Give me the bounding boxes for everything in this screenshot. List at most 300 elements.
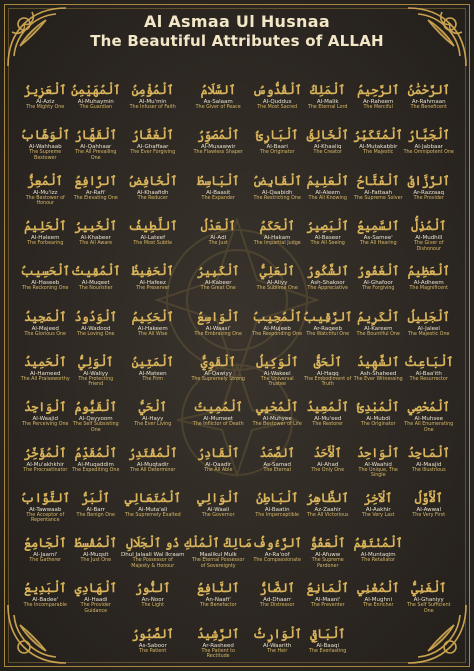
meaning: The Flawless Shaper: [193, 150, 243, 156]
arabic-name: ٱلْمَجِيدُ: [24, 309, 67, 324]
transliteration: As-Samad: [263, 461, 292, 468]
arabic-name: ٱلْبَاسِطُ: [197, 173, 240, 188]
name-cell: [353, 578, 404, 623]
name-cell: [71, 578, 122, 623]
meaning: The Most Sacred: [257, 105, 298, 110]
name-cell: [71, 171, 122, 216]
meaning: The Sublime One: [256, 286, 298, 292]
transliteration: Al-Mutakabbir: [359, 144, 398, 151]
meaning: The Responding One: [252, 331, 303, 337]
names-grid: [20, 80, 454, 660]
arabic-name: ٱلْحَكِيمُ: [131, 309, 174, 324]
arabic-name: ٱلْغَفَّارُ: [131, 128, 174, 143]
transliteration: Al-Qayyoom: [78, 416, 113, 423]
arabic-name: ٱلْوَالِي: [197, 490, 240, 505]
name-cell: [403, 216, 454, 261]
arabic-name: ٱلتَّوَّابُ: [20, 490, 70, 505]
arabic-name: ٱلرَّشِيدُ: [197, 626, 240, 641]
meaning: The Magnificent: [409, 286, 448, 292]
transliteration: Al-Mudhill: [415, 234, 443, 241]
transliteration: Al-Ahad: [317, 461, 339, 468]
arabic-name: ٱلنُّورُ: [135, 581, 171, 596]
name-cell: [184, 171, 251, 216]
transliteration: Al-Waahid: [364, 461, 392, 468]
transliteration: Al-Kabeer: [204, 280, 232, 287]
arabic-name: ٱلْخَالِقُ: [306, 128, 349, 143]
name-cell: [71, 352, 122, 397]
arabic-name: ٱلْعَفُوُّ: [310, 536, 346, 551]
arabic-name: ٱلْمَتِينُ: [131, 354, 174, 369]
arabic-name: ٱلْمُؤَخِّرُ: [24, 445, 67, 460]
name-cell: [252, 307, 303, 352]
arabic-name: ٱلْمُنْتَقِمُ: [353, 536, 403, 551]
transliteration: Al-Hakam: [263, 234, 291, 241]
name-cell: [252, 171, 303, 216]
meaning: The Firm: [142, 376, 164, 382]
name-cell: [302, 397, 353, 442]
arabic-name: ٱلْعَزِيزُ: [24, 83, 67, 97]
arabic-name: ٱلْحَمِيدُ: [24, 354, 67, 369]
arabic-name: ٱلْقَابِضُ: [252, 173, 302, 188]
name-cell: [403, 307, 454, 352]
meaning: The Perceiving One: [22, 422, 69, 428]
arabic-name: ٱلْجَبَّارُ: [407, 128, 450, 143]
meaning: The Provider Guidance: [80, 603, 111, 615]
transliteration: Maalikul Mulk: [199, 552, 237, 559]
meaning: The Nourisher: [78, 286, 113, 292]
arabic-name: ٱللَّطِيفُ: [128, 218, 178, 233]
arabic-name: ٱلْقَادِرُ: [197, 445, 240, 460]
name-cell: [184, 80, 251, 125]
transliteration: Al-Aliyy: [266, 280, 288, 287]
meaning: The Majestic: [363, 150, 394, 156]
transliteration: Al-Haseeb: [31, 280, 60, 287]
meaning: The Very First: [412, 512, 446, 518]
arabic-name: ٱلْوَاحِدُ: [357, 445, 400, 460]
transliteration: Al-Muqtadir: [136, 461, 169, 468]
name-cell: [302, 533, 353, 578]
arabic-name: ٱلْعَظِيمُ: [407, 264, 450, 279]
transliteration: Al-Baaqi: [316, 642, 340, 649]
meaning: The Majestic One: [408, 331, 450, 337]
meaning: The Everlasting: [309, 648, 347, 654]
transliteration: Al-Ghaffaar: [137, 144, 169, 151]
transliteration: Dhul Jalaali Wal Ikraam: [121, 552, 185, 559]
meaning: The Ever Witnessing: [353, 376, 403, 382]
meaning: The All Victorious: [306, 512, 349, 518]
meaning: The Universal Trustee: [260, 376, 294, 388]
arabic-name: ٱلصَّبُورُ: [131, 626, 174, 641]
transliteration: Al-Mu'izz: [33, 189, 58, 196]
arabic-name: ٱلظَّاهِرُ: [306, 490, 349, 505]
meaning: The Light: [141, 603, 164, 609]
name-cell: [184, 216, 251, 261]
name-cell: [403, 125, 454, 170]
name-cell: [184, 533, 251, 578]
arabic-name: ٱلْمُقَدِّمُ: [74, 445, 117, 460]
name-cell: [252, 443, 303, 488]
transliteration: Al-Awwal: [416, 506, 442, 513]
meaning: The All Aware: [79, 240, 113, 246]
transliteration: Al-Jabbaar: [414, 144, 444, 151]
name-cell: [184, 488, 251, 533]
arabic-name: ٱلْمُقْتَدِرُ: [128, 445, 178, 460]
meaning: The Restorer: [312, 422, 344, 428]
meaning: The Inflictor of Death: [192, 422, 244, 428]
transliteration: Al-Aziz: [36, 99, 55, 105]
name-cell: [302, 261, 353, 306]
name-cell: [121, 307, 184, 352]
meaning: The All Determiner: [130, 467, 176, 473]
meaning: The Expediting One: [72, 467, 120, 473]
meaning: The Supreme Pardoner: [311, 558, 344, 569]
arabic-name: ٱلْفَتَّاحُ: [357, 173, 400, 188]
transliteration: Al-Qahhaar: [80, 144, 112, 151]
arabic-name: ٱلْوَارِثُ: [252, 626, 302, 641]
arabic-name: ٱلْكَبِيرُ: [197, 264, 240, 279]
name-cell: [20, 352, 71, 397]
transliteration: Al-Khaafidh: [136, 189, 169, 196]
arabic-name: ٱلْوَلِيُّ: [78, 354, 114, 369]
arabic-name: ٱلْعَدْلُ: [200, 218, 236, 233]
name-cell: [353, 125, 404, 170]
arabic-name: ٱلنَّافِعُ: [197, 581, 240, 596]
name-cell: [121, 171, 184, 216]
name-cell: [302, 171, 353, 216]
name-cell: [20, 443, 71, 488]
transliteration: As-Saboor: [138, 642, 167, 649]
transliteration: Al-Hafeez: [139, 280, 166, 287]
name-cell: [121, 578, 184, 623]
arabic-name: ٱلْوَدُودُ: [74, 309, 117, 324]
meaning: The Unique, The Single: [358, 467, 398, 479]
arabic-name: ٱلْمَانِعُ: [306, 581, 349, 596]
name-cell: [184, 352, 251, 397]
name-cell: [121, 443, 184, 488]
meaning: The Creator: [313, 150, 342, 156]
arabic-name: ٱلْمُبْدِئُ: [357, 400, 400, 415]
name-cell: [184, 578, 251, 623]
arabic-name: ٱلْبَارِئُ: [256, 128, 299, 143]
meaning: The Bestower of Life: [252, 422, 302, 428]
transliteration: Al-Baari: [266, 144, 288, 151]
name-cell: [121, 397, 184, 442]
arabic-name: ٱلشَّهِيدُ: [357, 354, 400, 369]
meaning: The Originator: [360, 422, 396, 428]
meaning: The Procrastinator: [23, 467, 68, 473]
transliteration: Al-Mu'min: [139, 99, 167, 105]
meaning: The Bestower of Honour: [25, 195, 65, 207]
transliteration: Al-Aleem: [315, 189, 340, 196]
meaning: The All Knowing: [308, 195, 347, 201]
transliteration: Al-Aakhir: [365, 506, 391, 513]
arabic-name: ٱلْمُعِيدُ: [306, 400, 349, 415]
transliteration: Al-Wahhaab: [28, 144, 62, 151]
arabic-name: ٱلرَّحْمَٰنُ: [407, 83, 450, 97]
name-cell: [403, 171, 454, 216]
arabic-name: ٱلْوَاجِدُ: [24, 400, 67, 415]
name-cell: [353, 624, 404, 660]
arabic-name: ٱلْمُقْسِطُ: [74, 536, 117, 551]
arabic-name: ٱلضَّارُّ: [259, 581, 295, 596]
transliteration: Al-Wadood: [81, 325, 111, 332]
arabic-name: ٱلْمُعِزُّ: [27, 173, 63, 188]
transliteration: Al-Muhsee: [414, 416, 444, 423]
arabic-name: ٱلْقُدُّوسُ: [252, 83, 302, 97]
name-cell: [403, 80, 454, 125]
transliteration: Al-Jaleel: [417, 325, 440, 332]
arabic-name: ٱلْمَلِكُ: [310, 83, 346, 97]
name-cell: [252, 80, 303, 125]
arabic-name: ٱلْقَيُّومُ: [74, 400, 117, 415]
arabic-name: ٱلصَّمَدُ: [259, 445, 295, 460]
transliteration: Al-Badee': [32, 597, 59, 604]
name-cell: [71, 216, 122, 261]
name-cell: [353, 216, 404, 261]
arabic-name: مَالِكُ ٱلْمُلْكِ: [184, 536, 252, 551]
transliteration: Al-Muqeet: [81, 280, 110, 287]
transliteration: Al-Baa'ith: [415, 370, 442, 377]
meaning: The Forgiving: [361, 286, 395, 292]
poster-header: [0, 12, 474, 51]
arabic-name: ٱلْحَيُّ: [138, 400, 167, 415]
meaning: The Eternal Possessor of Sovereignty: [191, 558, 245, 569]
meaning: The Just: [208, 240, 228, 246]
poster-title: Al Asmaa Ul Husnaa: [144, 12, 330, 31]
arabic-name: ٱلْوَاسِعُ: [197, 309, 240, 324]
name-cell: [403, 488, 454, 533]
transliteration: Ar-Raqeeb: [313, 325, 342, 332]
name-cell: [121, 488, 184, 533]
name-cell: [252, 624, 303, 660]
arabic-name: ٱلْعَلِيمُ: [306, 173, 349, 188]
name-cell: [20, 488, 71, 533]
meaning: The Illustrious: [411, 467, 446, 473]
arabic-name: ٱلرَّزَّاقُ: [407, 173, 450, 188]
meaning: The Embodiment of Truth: [304, 376, 352, 388]
name-cell: [252, 216, 303, 261]
arabic-name: ٱلْهَادِي: [74, 581, 117, 596]
transliteration: Al-Musawwir: [200, 144, 236, 151]
name-cell: [20, 80, 71, 125]
transliteration: Al-Lateef: [140, 234, 166, 241]
meaning: The Retaliator: [361, 558, 396, 564]
transliteration: Al-Mu'akhkhir: [26, 461, 65, 468]
meaning: The Forbearing: [27, 240, 64, 246]
meaning: The All Enumerating One: [404, 422, 454, 433]
arabic-name: ٱلْمُمِيتُ: [193, 400, 243, 415]
name-cell: [302, 80, 353, 125]
arabic-name: ٱلرَّءُوفُ: [252, 536, 302, 551]
arabic-name: ٱلْمُصَوِّرُ: [197, 128, 240, 143]
transliteration: Al-Khabeer: [80, 234, 111, 241]
name-cell: [353, 443, 404, 488]
arabic-name: ٱلْبَدِيعُ: [24, 581, 67, 596]
meaning: The Distressor: [259, 603, 295, 609]
arabic-name: ٱلسَّمِيعُ: [357, 218, 400, 233]
arabic-name: ٱلرَّافِعُ: [74, 173, 117, 188]
transliteration: An-Noor: [141, 597, 164, 604]
transliteration: Al-Waajid: [32, 416, 58, 423]
meaning: The Incomparable: [23, 603, 67, 609]
arabic-name: ٱلرَّقِيبُ: [303, 309, 353, 324]
transliteration: Al-Maajid: [416, 461, 442, 468]
meaning: The Infuser of Faith: [129, 105, 176, 110]
arabic-name: ٱلْغَفُورُ: [357, 264, 400, 279]
transliteration: Al-Ghaniyy: [413, 597, 444, 604]
arabic-name: ٱلْخَافِضُ: [128, 173, 178, 188]
name-cell: [20, 171, 71, 216]
name-cell: [403, 443, 454, 488]
meaning: The All Hearing: [359, 240, 397, 246]
arabic-name: ٱلْمُجِيبُ: [252, 309, 302, 324]
meaning: The Supreme Bestower: [29, 150, 62, 161]
meaning: The Glorious One: [24, 331, 66, 337]
name-cell: [184, 624, 251, 660]
transliteration: Al-Adheem: [413, 280, 444, 287]
name-cell: [20, 216, 71, 261]
meaning: The Reducer: [137, 195, 168, 201]
meaning: The Eternal: [263, 467, 291, 473]
transliteration: Al-Hameed: [30, 370, 61, 377]
transliteration: Al-Adl: [210, 234, 227, 241]
transliteration: Al-Mubdi: [366, 416, 391, 423]
arabic-name: ٱلْبَرُّ: [81, 490, 110, 505]
meaning: The Impartial Judge: [253, 240, 301, 246]
meaning: The All Able: [203, 467, 233, 473]
meaning: The Beneficent: [410, 105, 447, 110]
name-cell: [302, 624, 353, 660]
meaning: The Resurrector: [409, 376, 448, 382]
name-cell: [184, 443, 251, 488]
name-cell: [353, 488, 404, 533]
transliteration: Al-Quddus: [262, 99, 292, 105]
transliteration: Ar-Razzaaq: [413, 189, 445, 196]
name-cell: [302, 125, 353, 170]
meaning: The Loving One: [76, 331, 115, 337]
name-cell: [121, 352, 184, 397]
meaning: The Patient: [139, 648, 167, 654]
name-cell: [403, 624, 454, 660]
meaning: The Ever Living: [134, 422, 172, 428]
name-cell: [302, 578, 353, 623]
name-cell: [20, 624, 71, 660]
arabic-name: ٱلْخَبِيرُ: [74, 218, 117, 233]
transliteration: Al-Muntaqim: [360, 552, 396, 559]
arabic-name: ٱلرَّحِيمُ: [357, 83, 400, 97]
arabic-name: ٱلْمُؤْمِنُ: [131, 83, 174, 97]
transliteration: As-Salaam: [203, 99, 233, 105]
name-cell: [121, 261, 184, 306]
arabic-name: ٱلْجَامِعُ: [24, 536, 67, 551]
arabic-name: ٱلشَّكُورُ: [306, 264, 349, 279]
meaning: The Provider: [413, 195, 444, 201]
arabic-name: ٱلْعَلِيُّ: [259, 264, 295, 279]
name-cell: [403, 397, 454, 442]
transliteration: Al-Majeed: [31, 325, 59, 332]
meaning: The Heir: [267, 648, 288, 654]
transliteration: Al-Mughni: [364, 597, 392, 604]
name-cell: [20, 307, 71, 352]
name-cell: [252, 261, 303, 306]
transliteration: Al-Malik: [316, 99, 339, 105]
transliteration: Al-Baatin: [264, 506, 290, 513]
name-cell: [252, 352, 303, 397]
arabic-name: ٱلسَّلَامُ: [200, 83, 236, 97]
arabic-name: ٱلْكَرِيمُ: [357, 309, 400, 324]
transliteration: Al-Mumeet: [203, 416, 234, 423]
arabic-name: ٱلْحَقُّ: [313, 354, 342, 369]
name-cell: [71, 80, 122, 125]
transliteration: Al-Qawiyy: [204, 370, 233, 377]
meaning: The Very Last: [361, 512, 395, 518]
name-cell: [20, 578, 71, 623]
meaning: The Supreme Solver: [353, 195, 403, 201]
transliteration: Al-Kareem: [364, 325, 393, 332]
meaning: The Patient to Rectitude: [201, 648, 235, 660]
name-cell: [353, 307, 404, 352]
meaning: The Preventer: [310, 603, 345, 609]
arabic-name: ٱلْبَاقِي: [310, 626, 346, 641]
arabic-name: ٱلْمُحْصِي: [407, 400, 450, 415]
meaning: The Appreciative: [307, 286, 348, 292]
transliteration: Al-Muhaymin: [77, 99, 114, 105]
transliteration: Al-Waliyy: [83, 370, 109, 377]
transliteration: Al-Muta'ali: [138, 506, 168, 513]
transliteration: Ad-Dhaarr: [263, 597, 292, 604]
meaning: The Acceptor of Repentance: [26, 512, 65, 524]
meaning: The Just One: [80, 558, 112, 564]
arabic-name: ذُو ٱلْجَلَالِ: [126, 536, 180, 551]
meaning: The Governor: [201, 512, 235, 518]
meaning: The Reckoning One: [22, 286, 69, 292]
meaning: The Benign One: [76, 512, 115, 518]
meaning: The Expander: [201, 195, 235, 201]
name-cell: [20, 397, 71, 442]
name-cell: [353, 261, 404, 306]
arabic-name: ٱلْوَهَّابُ: [20, 128, 70, 143]
name-cell: [302, 443, 353, 488]
name-cell: [71, 443, 122, 488]
name-cell: [252, 533, 303, 578]
transliteration: Al-Baseer: [314, 234, 341, 241]
arabic-name: ٱلْحَفِيظُ: [131, 264, 174, 279]
transliteration: Ar-Ra'oof: [264, 552, 290, 559]
meaning: The Embracing One: [194, 331, 242, 337]
transliteration: Al-Baasit: [206, 189, 231, 196]
meaning: The Restricting One: [253, 195, 301, 201]
transliteration: Al-Haleem: [31, 234, 60, 241]
meaning: The All Wise: [138, 331, 168, 337]
meaning: The Omnipotent One: [403, 150, 454, 156]
transliteration: Ar-Rafi': [85, 189, 106, 196]
arabic-name: ٱلْمُحْيِي: [256, 400, 299, 415]
transliteration: Ash-Shaheed: [360, 370, 397, 377]
arabic-name: ٱلْبَاطِنُ: [256, 490, 299, 505]
meaning: The Great One: [200, 286, 236, 292]
transliteration: Az-Zaahir: [314, 506, 341, 513]
name-cell: [71, 397, 122, 442]
meaning: The Guardian: [79, 105, 112, 110]
transliteration: Al-Ghafoor: [363, 280, 393, 287]
name-cell: [252, 397, 303, 442]
meaning: The Eternal Lord: [307, 105, 348, 110]
name-cell: [121, 533, 184, 578]
meaning: The All Seeing: [310, 240, 345, 246]
transliteration: Al-Qaadir: [205, 461, 232, 468]
transliteration: Al-Muhyee: [262, 416, 292, 423]
transliteration: Ar-Raheem: [363, 99, 394, 105]
